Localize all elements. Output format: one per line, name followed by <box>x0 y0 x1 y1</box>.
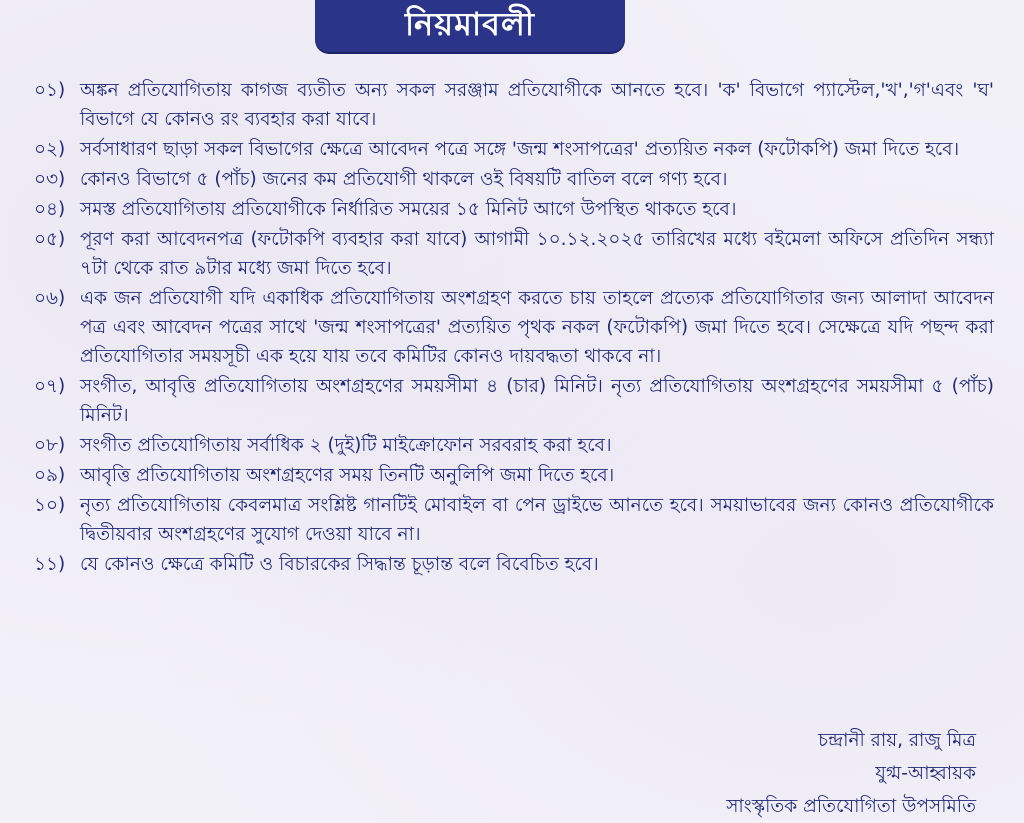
rule-number: ০৩) <box>34 169 66 190</box>
committee-name: সাংস্কৃতিক প্রতিযোগিতা উপসমিতি <box>726 796 976 817</box>
rule-text: যে কোনও ক্ষেত্রে কমিটি ও বিচারকের সিদ্ধান্ত চূড়ান্ত বলে বিবেচিত হবে। <box>80 554 599 575</box>
page-title: নিয়মাবলী <box>405 5 535 43</box>
rule-text: পূরণ করা আবেদনপত্র (ফটোকপি ব্যবহার করা যাবে) আগামী ১০.১২.২০২৫ তারিখের মধ্যে বইমেলা অফিসে প্রতিদিন সন্ধ্যা ৭টা থেকে রাত ৯টার মধ্যে জমা দিতে হবে। <box>80 229 994 279</box>
rule-item-2 <box>34 135 994 164</box>
rule-number: ১০) <box>34 495 66 516</box>
rule-item-9 <box>34 461 994 490</box>
rule-item-7 <box>34 372 994 430</box>
rule-item-1 <box>34 76 994 134</box>
rule-text: সর্বসাধারণ ছাড়া সকল বিভাগের ক্ষেত্রে আবেদন পত্রে সঙ্গে 'জন্ম শংসাপত্রের' প্রত্যয়িত নকল (ফটোকপি) জমা দিতে হবে। <box>80 139 960 160</box>
rule-item-4 <box>34 195 994 224</box>
rule-number: ০৫) <box>34 229 66 250</box>
rule-text: সংগীত, আবৃত্তি প্রতিযোগিতায় অংশগ্রহণের সময়সীমা ৪ (চার) মিনিট। নৃত্য প্রতিযোগিতায় অংশগ্রহণের সময়সীমা ৫ (পাঁচ) মিনিট। <box>80 376 994 426</box>
rule-item-11 <box>34 550 994 579</box>
signatory-names: চন্দ্রানী রায়, রাজু মিত্র <box>818 730 976 751</box>
rule-number: ০৮) <box>34 435 66 456</box>
rules-list <box>34 76 994 580</box>
rule-text: এক জন প্রতিযোগী যদি একাধিক প্রতিযোগিতায় অংশগ্রহণ করতে চায় তাহলে প্রত্যেক প্রতিযোগিতার জন্য আলাদা আবেদন পত্র এবং আবেদন পত্রের সাথে 'জন্ম শংসাপত্রের' প্রত্যয়িত পৃথক নকল (ফটোকপি) জমা দিতে হবে। সেক্ষেত্রে যদি পছন্দ করা প্রতিযোগিতার সময়সূচী এক হয়ে যায় তবে কমিটির কোনও দায়বদ্ধতা থাকবে না। <box>80 288 994 367</box>
rule-item-3 <box>34 165 994 194</box>
rule-number: ০২) <box>34 139 66 160</box>
rule-number: ০৯) <box>34 465 66 486</box>
title-banner <box>315 0 625 52</box>
rule-text: কোনও বিভাগে ৫ (পাঁচ) জনের কম প্রতিযোগী থাকলে ওই বিষয়টি বাতিল বলে গণ্য হবে। <box>80 169 728 190</box>
rule-text: আবৃত্তি প্রতিযোগিতায় অংশগ্রহণের সময় তিনটি অনুলিপি জমা দিতে হবে। <box>80 465 615 486</box>
rule-text: নৃত্য প্রতিযোগিতায় কেবলমাত্র সংশ্লিষ্ট গানটিই মোবাইল বা পেন ড্রাইভে আনতে হবে। সময়াভাবের জন্য কোনও প্রতিযোগীকে দ্বিতীয়বার অংশগ্রহণের সুযোগ দেওয়া যাবে না। <box>80 495 994 545</box>
rule-text: সংগীত প্রতিযোগিতায় সর্বাধিক ২ (দুই)টি মাইক্রোফোন সরবরাহ করা হবে। <box>80 435 612 456</box>
rule-number: ১১) <box>34 554 66 575</box>
rule-item-6 <box>34 284 994 371</box>
rule-text: সমস্ত প্রতিযোগিতায় প্রতিযোগীকে নির্ধারিত সময়ের ১৫ মিনিট আগে উপস্থিত থাকতে হবে। <box>80 199 737 220</box>
rule-number: ০৪) <box>34 199 66 220</box>
rule-number: ০১) <box>34 80 66 101</box>
rule-item-8 <box>34 431 994 460</box>
rule-number: ০৬) <box>34 288 66 309</box>
signature-block <box>726 724 976 823</box>
rule-item-5 <box>34 225 994 283</box>
rule-text: অঙ্কন প্রতিযোগিতায় কাগজ ব্যতীত অন্য সকল সরঞ্জাম প্রতিযোগীকে আনতে হবে। 'ক' বিভাগে প্যাস্টেল,'খ','গ'এবং 'ঘ' বিভাগে যে কোনও রং ব্যবহার করা যাবে। <box>80 80 994 130</box>
signatory-role: যুগ্ম-আহ্বায়ক <box>875 763 976 784</box>
rule-item-10 <box>34 491 994 549</box>
rule-number: ০৭) <box>34 376 66 397</box>
